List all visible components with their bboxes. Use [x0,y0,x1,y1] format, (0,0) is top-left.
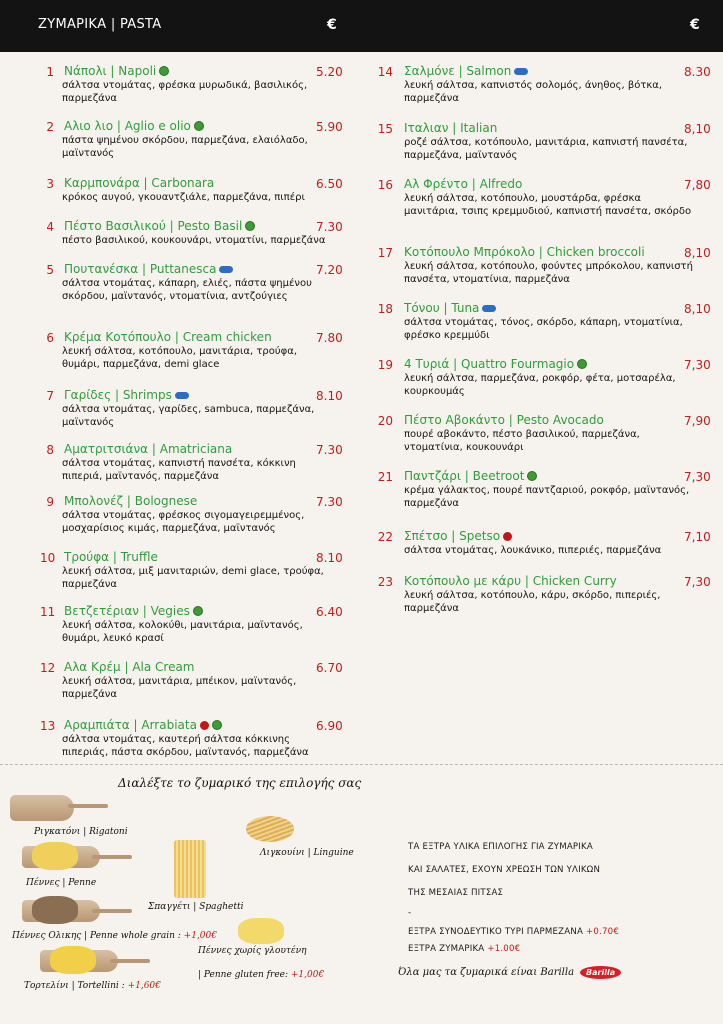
vegetarian-icon [194,121,204,131]
item-name-text: Νάπολι | Napoli [64,64,157,78]
item-number: 3 [46,177,54,191]
pasta-choice-title: Διαλέξτε το ζυμαρικό της επιλογής σας [118,776,362,790]
item-number: 17 [377,246,393,260]
tortellini-icon [50,946,96,974]
item-name [64,119,204,133]
item-number: 5 [46,263,54,277]
spoon-handle [110,959,150,963]
spicy-icon [503,532,512,541]
item-description: σάλτσα ντομάτας, καπνιστή πανσέτα, κόκκινη πιπεριά, μαϊντανός, παρμεζάνα [62,458,296,482]
item-description: σάλτσα ντομάτας, φρέσκα μυρωδικά, βασιλικός, παρμεζάνα [62,80,308,104]
info-line: ΤΗΣ ΜΕΣΑΙΑΣ ΠΙΤΣΑΣ [408,888,504,898]
item-name-text: Αραμπιάτα | Arrabiata [64,718,197,732]
spoon-handle [92,855,132,859]
item-name-text: 4 Τυριά | Quattro Fourmagio [404,357,575,371]
item-name [404,301,496,315]
vegetarian-icon [193,606,203,616]
pasta-label: Ριγκατόνι | Rigatoni [34,827,128,837]
currency-right: € [690,17,700,33]
barilla-text: Όλα μας τα ζυμαρικά είναι Barilla [398,967,575,978]
item-name [64,262,233,276]
item-description: κρόκος αυγού, γκουαντζιάλε, παρμεζάνα, πιπέρι [62,192,305,203]
currency-left: € [327,17,337,33]
item-name [404,245,645,259]
item-name [404,413,604,427]
item-name-text: Πέστο Αβοκάντο | Pesto Avocado [404,413,604,427]
item-price: 7.30 [316,220,343,234]
item-description: κρέμα γάλακτος, πουρέ παντζαριού, ροκφόρ, μαϊντανός, παρμεζάνα [404,485,690,509]
fish-icon [219,266,233,273]
item-price: 8.10 [316,389,343,403]
item-number: 20 [377,414,393,428]
item-number: 4 [46,220,54,234]
item-number: 14 [377,65,393,79]
item-description: σάλτσα ντομάτας, λουκάνικο, πιπεριές, παρμεζάνα [404,545,662,556]
item-number: 1 [46,65,54,79]
item-name-text: Πουτανέσκα | Puttanesca [64,262,217,276]
item-name-text: Πέστο Βασιλικού | Pesto Basil [64,219,243,233]
extra-cheese-line: ΕΞΤΡΑ ΣΥΝΟΔΕΥΤΙΚΟ ΤΥΡΙ ΠΑΡΜΕΖΑΝΑ +0.70€ [408,927,619,937]
fish-icon [514,68,528,75]
barilla-logo: Barilla [580,966,621,979]
barilla-line [398,966,621,979]
item-name [64,64,169,78]
vegetarian-icon [159,66,169,76]
item-price: 7.30 [316,495,343,509]
item-description: σάλτσα ντομάτας, φρέσκος σιγομαγειρεμμένος, μοσχαρίσιος κιμάς, παρμεζάνα, μαϊντανός [62,510,305,534]
item-description: λευκή σάλτσα, μανιτάρια, μπέικον, μαϊντανός, παρμεζάνα [62,676,297,700]
gluten-free-penne-icon [238,918,284,944]
vegetarian-icon [245,221,255,231]
item-description: λευκή σάλτσα, παρμεζάνα, ροκφόρ, φέτα, μοτσαρέλα, κουρκουμάς [404,373,676,397]
item-price: 8,10 [684,122,711,136]
item-number: 23 [377,575,393,589]
header-bar [0,0,723,52]
item-number: 10 [40,551,56,565]
item-price: 7,90 [684,414,711,428]
item-name-text: Κρέμα Κοτόπουλο | Cream chicken [64,330,272,344]
item-number: 6 [46,331,54,345]
item-name-text: Καρμπονάρα | Carbonara [64,176,215,190]
item-name [64,550,158,564]
spaghetti-icon [174,840,206,898]
item-number: 22 [377,530,393,544]
item-description: σάλτσα ντομάτας, καυτερή σάλτσα κόκκινης πιπεριάς, πάστα σκόρδου, μαϊντανός, παρμεζάνα [62,734,309,758]
item-name [64,388,189,402]
spoon-icon [10,795,74,821]
item-number: 21 [377,470,393,484]
item-description: λευκή σάλτσα, καπνιστός σολομός, άνηθος, βότκα, παρμεζάνα [404,80,663,104]
page-title: ΖΥΜΑΡΙΚΑ | PASTA [38,17,162,32]
item-name-text: Αλα Κρέμ | Ala Cream [64,660,195,674]
item-name-text: Κοτόπουλο με κάρυ | Chicken Curry [404,574,617,588]
info-line: ΚΑΙ ΣΑΛΑΤΕΣ, ΕΧΟΥΝ ΧΡΕΩΣΗ ΤΩΝ ΥΛΙΚΩΝ [408,865,601,875]
item-price: 7.30 [316,443,343,457]
item-price: 8,10 [684,302,711,316]
item-name [404,357,587,371]
item-price: 7,30 [684,575,711,589]
item-name-text: Αματριτσιάνα | Amatriciana [64,442,233,456]
fish-icon [482,305,496,312]
item-description: λευκή σάλτσα, κοτόπουλο, μανιτάρια, τρούφα, θυμάρι, παρμεζάνα, demi glace [62,346,297,370]
item-number: 11 [40,605,56,619]
item-name-text: Μπολονέζ | Bolognese [64,494,198,508]
item-description: σάλτσα ντομάτας, κάπαρη, ελιές, πάστα ψημένου σκόρδου, μαϊντανός, ντοματίνια, αντζούγιες [62,278,312,302]
item-price: 8.30 [684,65,711,79]
item-price: 6.50 [316,177,343,191]
item-price: 7.80 [316,331,343,345]
item-price: 7,10 [684,530,711,544]
item-name [64,718,222,732]
item-description: λευκή σάλτσα, κολοκύθι, μανιτάρια, μαϊντανός, θυμάρι, λευκό κρασί [62,620,303,644]
item-description: λευκή σάλτσα, κοτόπουλο, μουστάρδα, φρέσκα μανιτάρια, τσιπς κρεμμυδιού, καπνιστή πανσέτα, σκόρδο [404,193,692,217]
item-price: 8.10 [316,551,343,565]
item-name-text: Σαλμόνε | Salmon [404,64,512,78]
item-name [64,494,197,508]
item-number: 15 [377,122,393,136]
item-price: 8,10 [684,246,711,260]
item-name [404,121,497,135]
item-price: 6.40 [316,605,343,619]
item-number: 16 [377,178,393,192]
item-name [404,469,537,483]
item-description: ροζέ σάλτσα, κοτόπουλο, μανιτάρια, καπνιστή πανσέτα, παρμεζάνα, μαϊντανός [404,137,688,161]
item-description: πέστο βασιλικού, κουκουνάρι, ντοματίνι, παρμεζάνα [62,235,326,246]
item-description: λευκή σάλτσα, μιξ μανιταριών, demi glace, τρούφα, παρμεζάνα [62,566,324,590]
spoon-handle [92,909,132,913]
pasta-label: Πέννες χωρίς γλουτένη [198,946,307,956]
linguine-icon [246,816,294,842]
item-name-text: Γαρίδες | Shrimps [64,388,172,402]
pasta-label: Τορτελίνι | Tortellini : +1,60€ [24,981,161,991]
item-description: σάλτσα ντομάτας, γαρίδες, sambuca, παρμεζάνα, μαϊντανός [62,404,315,428]
vegetarian-icon [212,720,222,730]
pasta-label: Λιγκουίνι | Linguine [260,848,354,858]
item-price: 5.20 [316,65,343,79]
pasta-label: | Penne gluten free: +1,00€ [198,970,325,980]
pasta-label: Σπαγγέτι | Spaghetti [148,902,244,912]
extra-pasta-line: ΕΞΤΡΑ ΖΥΜΑΡΙΚΑ +1.00€ [408,944,521,954]
item-description: πουρέ αβοκάντο, πέστο βασιλικού, παρμεζάνα, ντοματίνια, κουκουνάρι [404,429,640,453]
item-price: 6.90 [316,719,343,733]
item-price: 7,30 [684,470,711,484]
item-name-text: Κοτόπουλο Μπρόκολο | Chicken broccoli [404,245,645,259]
penne-icon [32,842,78,870]
item-name-text: Παντζάρι | Beetroot [404,469,525,483]
item-name [64,330,272,344]
info-dash: - [408,908,412,918]
item-description: λευκή σάλτσα, κοτόπουλο, κάρυ, σκόρδο, πιπεριές, παρμεζάνα [404,590,661,614]
item-name [404,64,528,78]
extras-info [408,836,619,961]
fish-icon [175,392,189,399]
item-number: 2 [46,120,54,134]
item-name-text: Τρούφα | Truffle [64,550,158,564]
item-price: 6.70 [316,661,343,675]
item-name-text: Αλ Φρέντο | Alfredo [404,177,523,191]
item-name [64,219,255,233]
spicy-icon [200,721,209,730]
section-divider [0,764,723,765]
item-number: 12 [40,661,56,675]
item-name-text: Τόνου | Tuna [404,301,480,315]
item-number: 7 [46,389,54,403]
vegetarian-icon [527,471,537,481]
item-name [404,177,522,191]
item-name [404,529,512,543]
vegetarian-icon [577,359,587,369]
whole-grain-penne-icon [32,896,78,924]
pasta-label: Πέννες Ολικης | Penne whole grain : +1,00€ [12,931,217,941]
item-description: πάστα ψημένου σκόρδου, παρμεζάνα, ελαιόλαδο, μαϊντανός [62,135,308,159]
item-number: 19 [377,358,393,372]
item-name-text: Ιταλιαν | Italian [404,121,498,135]
spoon-handle [68,804,108,808]
item-name [64,660,195,674]
item-name [64,604,203,618]
item-name [404,574,617,588]
item-name [64,442,232,456]
item-name-text: Βετζετέριαν | Vegies [64,604,190,618]
item-price: 5.90 [316,120,343,134]
item-price: 7,30 [684,358,711,372]
item-name [64,176,214,190]
item-price: 7.20 [316,263,343,277]
item-number: 9 [46,495,54,509]
item-number: 8 [46,443,54,457]
pasta-label: Πέννες | Penne [26,878,97,888]
item-number: 13 [40,719,56,733]
info-line: ΤΑ ΕΞΤΡΑ ΥΛΙΚΑ ΕΠΙΛΟΓΗΣ ΓΙΑ ΖΥΜΑΡΙΚΑ [408,842,593,852]
item-name-text: Αλιο λιο | Aglio e olio [64,119,191,133]
item-description: λευκή σάλτσα, κοτόπουλο, φούντες μπρόκολου, καπνιστή πανσέτα, ντοματίνια, παρμεζάνα [404,261,693,285]
item-price: 7,80 [684,178,711,192]
item-description: σάλτσα ντομάτας, τόνος, σκόρδο, κάπαρη, ντοματίνια, φρέσκο κρεμμύδι [404,317,683,341]
item-number: 18 [377,302,393,316]
item-name-text: Σπέτσο | Spetso [404,529,501,543]
